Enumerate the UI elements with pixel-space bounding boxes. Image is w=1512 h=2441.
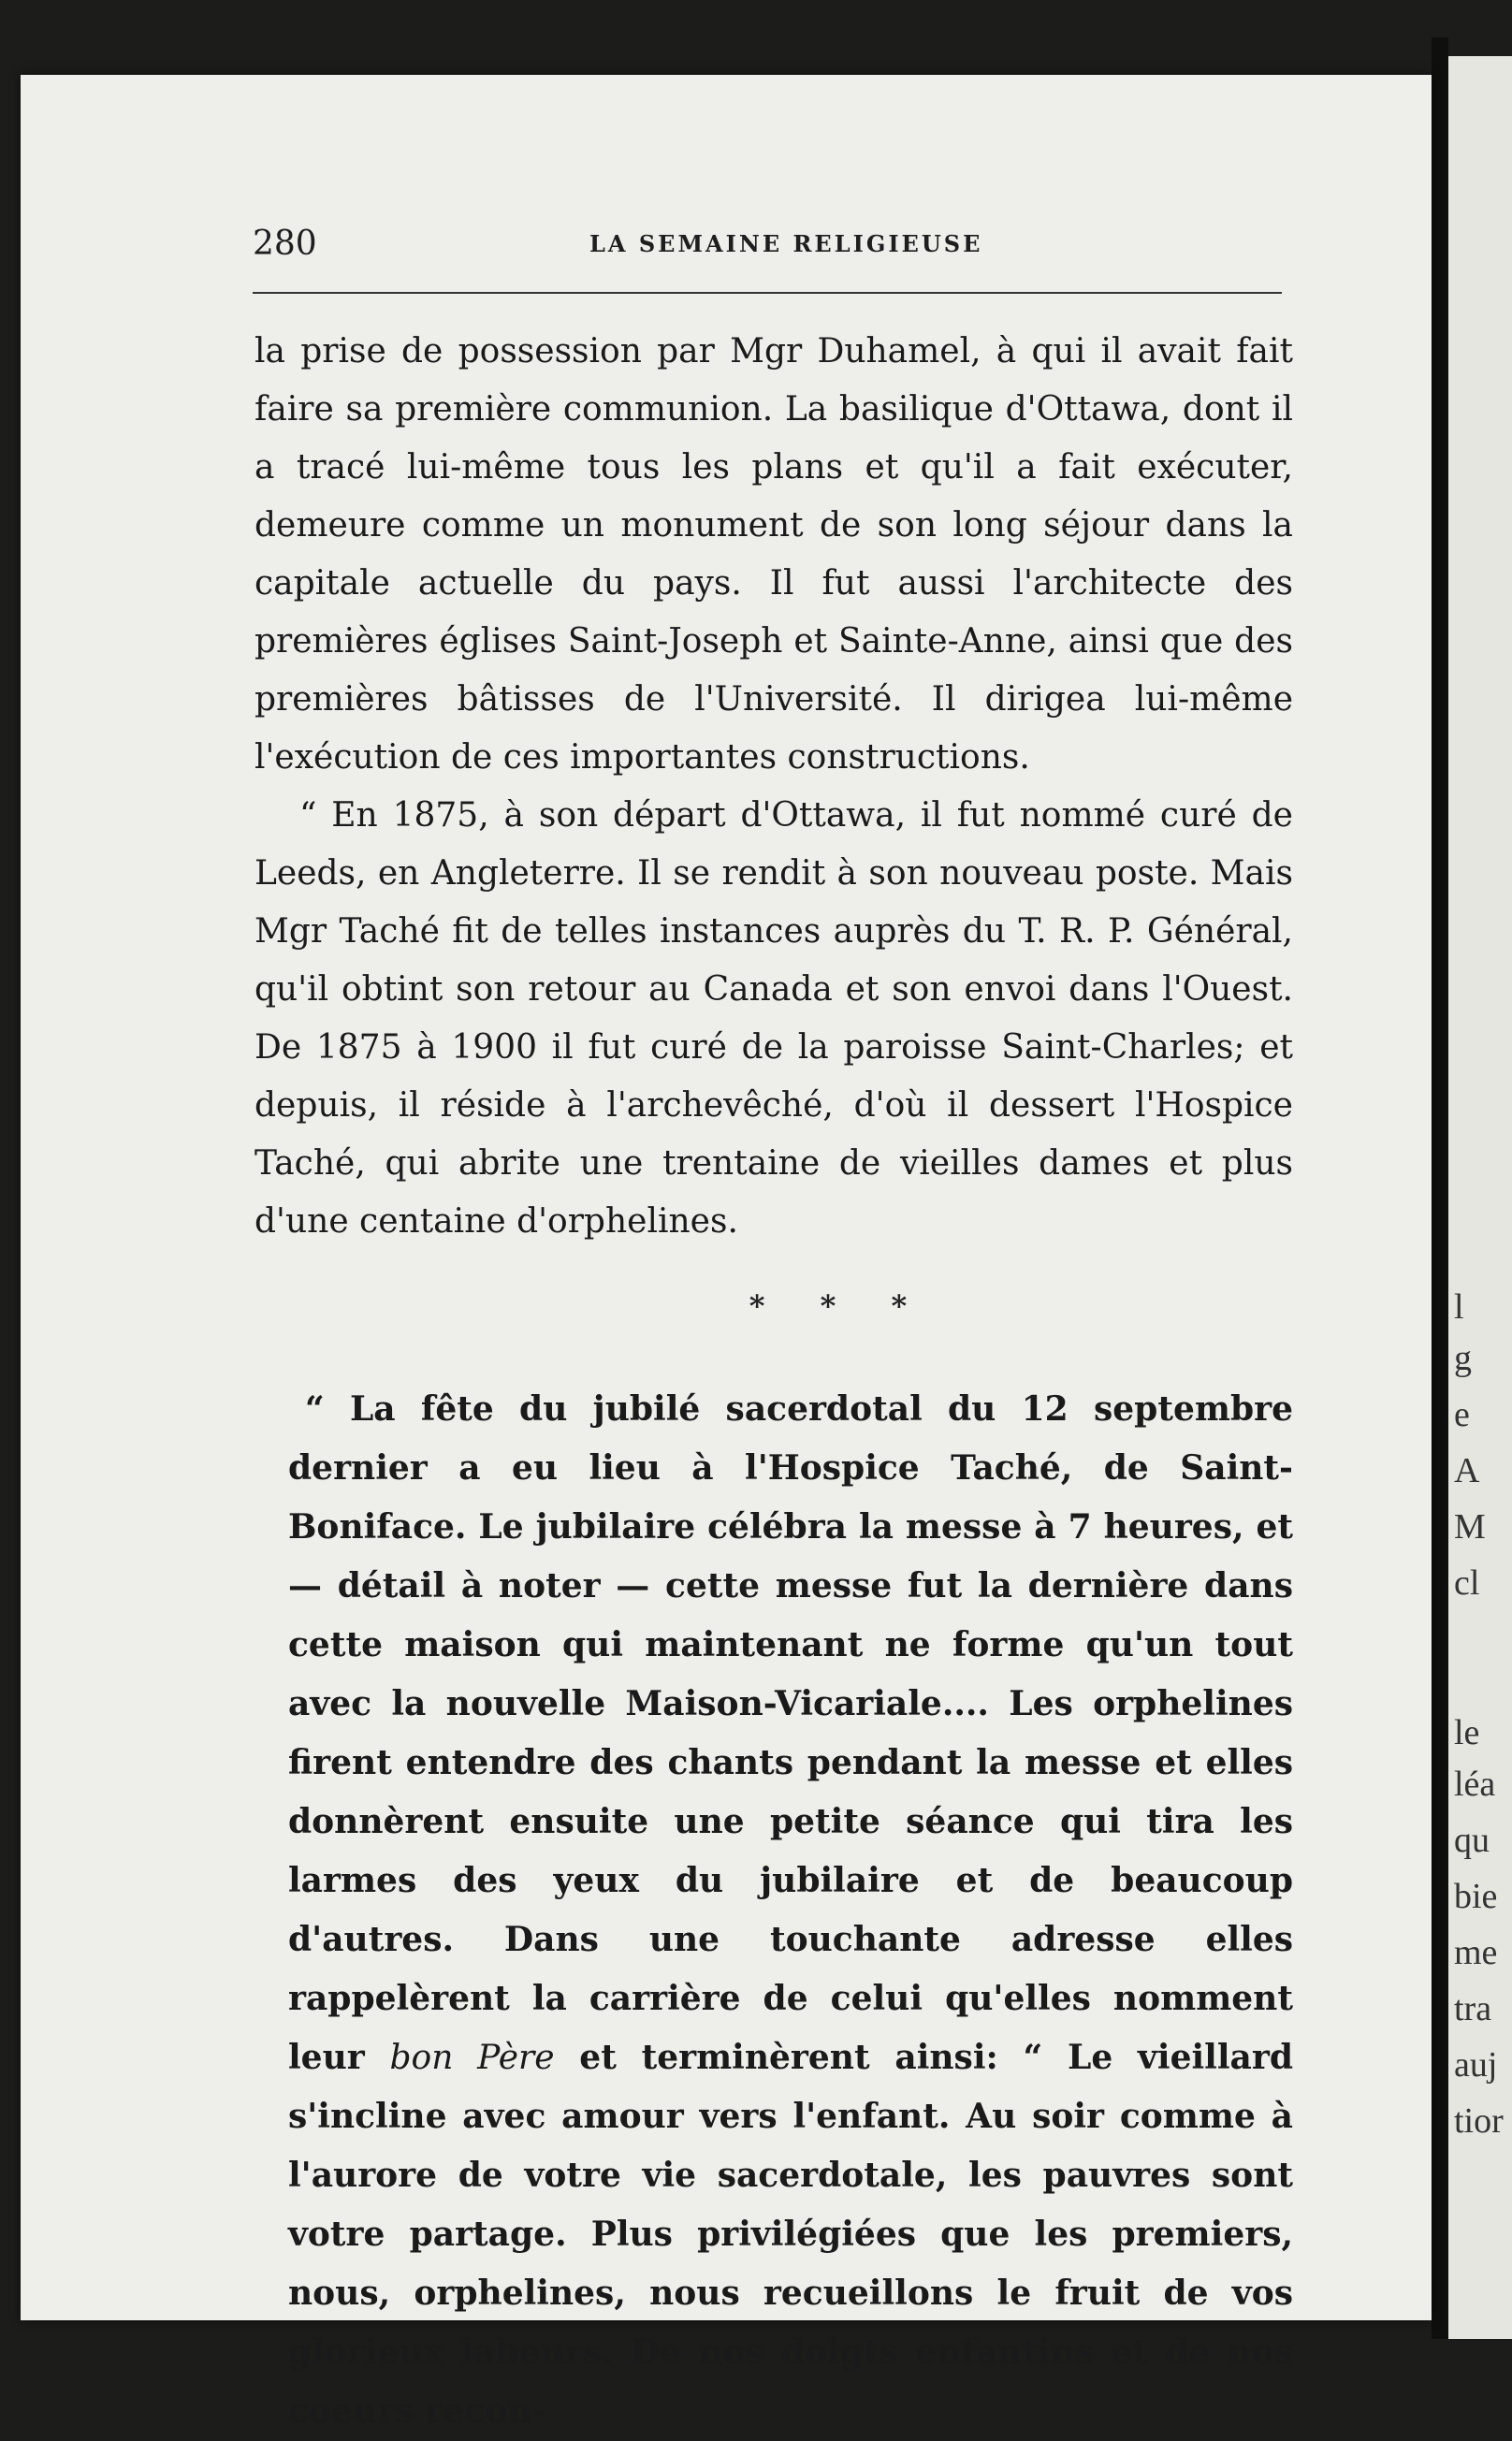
facing-page-fragment: M	[1454, 1507, 1486, 1547]
page-header	[253, 225, 1282, 281]
facing-page-fragment: e	[1454, 1395, 1470, 1434]
facing-page-fragment: tior	[1454, 2101, 1504, 2141]
facing-page-fragment: g	[1454, 1339, 1472, 1378]
running-head: LA SEMAINE RELIGIEUSE	[589, 230, 983, 257]
italic-text: bon Père	[389, 2039, 555, 2077]
section-separator: * * *	[749, 1288, 930, 1324]
facing-page-fragment: léa	[1454, 1765, 1496, 1804]
facing-page-fragment: A	[1454, 1451, 1480, 1490]
paragraph-text: “ La fête du jubilé sacerdotal du 12 septembre dernier a eu lieu à l'Hospice Taché, de Saint-Boniface. Le jubilaire célébra la messe à 7 heures, et — détail à noter — cette messe fut la dernière dans cette maison qui maintenant ne forme qu'un tout avec la nouvelle Maison-Vicariale.... Les orphelines firent entendre des chants pendant la messe et elles donnèrent ensuite une petite séance qui tira les larmes des yeux du jubilaire et de beaucoup d'autres. Dans une touchante adresse elles rappelèrent la carrière de celui qu'elles nomment leur	[288, 1389, 1293, 2077]
facing-page-fragment: tra	[1454, 1989, 1492, 2028]
paragraph: la prise de possession par Mgr Duhamel, à qui il avait fait faire sa première communion. La basilique d'Ottawa, dont il a tracé lui-même tous les plans et qu'il a fait exécuter, demeure comme un monument de son long séjour dans la capitale actuelle du pays. Il fut aussi l'architecte des premières églises Saint-Joseph et Sainte-Anne, ainsi que des premières bâtisses de l'Université. Il dirigea lui-même l'exécution de ces importantes constructions.	[254, 332, 1293, 777]
facing-page	[1448, 56, 1512, 2339]
paragraph-text: et terminèrent ainsi: “ Le vieillard s'incline avec amour vers l'enfant. Au soir comme à l'aurore de votre vie sacerdotale, les pauvres sont votre partage. Plus privilégiées que les premiers, nous, orphelines, nous recueillons le fruit de vos glorieux labeurs. De nos doigts enfantins et de nos coeurs recon-	[288, 2038, 1293, 2431]
header-rule	[253, 292, 1282, 294]
paragraph: “ En 1875, à son départ d'Ottawa, il fut nommé curé de Leeds, en Angleterre. Il se rendit à son nouveau poste. Mais Mgr Taché fit de telles instances auprès du T. R. P. Général, qu'il obtint son retour au Canada et son envoi dans l'Ouest. De 1875 à 1900 il fut curé de la paroisse Saint-Charles; et depuis, il réside à l'archevêché, d'où il dessert l'Hospice Taché, qui abrite une trentaine de vieilles dames et plus d'une centaine d'orphelines.	[254, 796, 1293, 1241]
page-number: 280	[253, 225, 317, 263]
facing-page-fragment: l	[1454, 1287, 1464, 1327]
paragraph	[288, 1380, 1293, 2441]
facing-page-fragment: qu	[1454, 1821, 1490, 1860]
facing-page-fragment: bie	[1454, 1877, 1498, 1916]
facing-page-fragment: me	[1454, 1933, 1498, 1972]
book-gutter	[1432, 37, 1448, 2339]
facing-page-fragment: cl	[1454, 1563, 1480, 1603]
facing-page-fragment: auj	[1454, 2045, 1498, 2085]
facing-page-fragment: le	[1454, 1713, 1480, 1752]
body-text	[254, 323, 1293, 2441]
